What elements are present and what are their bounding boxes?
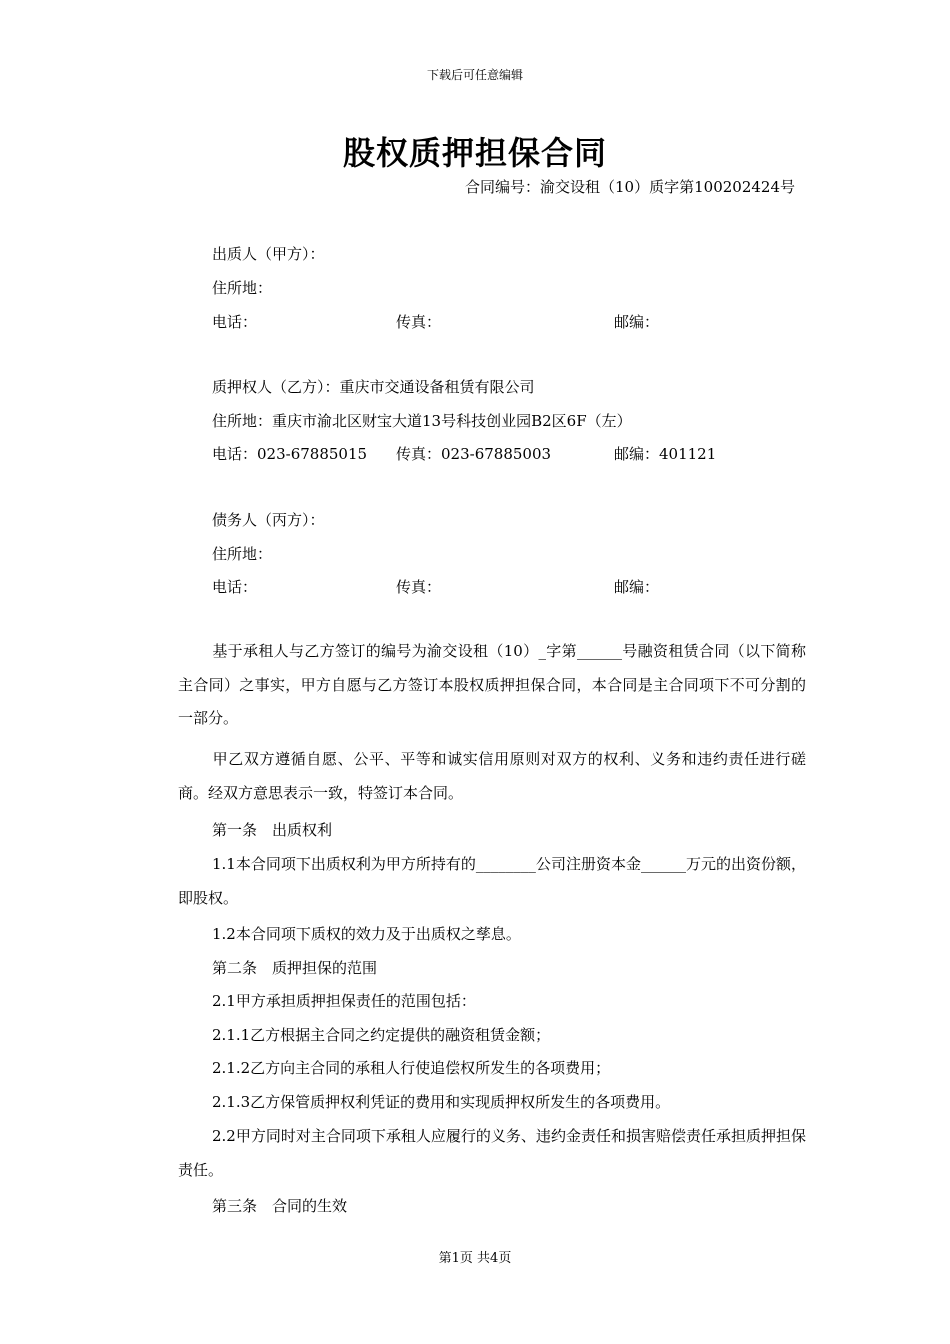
article-2-heading: 第二条 质押担保的范围 <box>212 959 378 977</box>
contract-number: 合同编号：渝交设租（10）质字第100202424号 <box>465 178 795 196</box>
body-paragraph-1: 基于承租人与乙方签订的编号为渝交设租（10）_字第______号融资租赁合同（以下简称主合同）之事实，甲方自愿与乙方签订本股权质押担保合同，本合同是主合同项下不可分割的一部分。 <box>178 642 806 727</box>
document-title: 股权质押担保合同 <box>342 134 607 172</box>
clause-2-2: 2.2甲方同时对主合同项下承租人应履行的义务、违约金责任和损害赔偿责任承担质押担保责任。 <box>178 1127 806 1179</box>
pledgee-phone: 电话：023-67885015 <box>212 445 368 463</box>
clause-2-1: 2.1甲方承担质押担保责任的范围包括： <box>212 992 476 1010</box>
debtor-contact-row <box>212 576 812 597</box>
pledgor-contact-row <box>212 311 812 332</box>
debtor-address: 住所地： <box>212 545 273 563</box>
pledgor-address: 住所地： <box>212 279 273 297</box>
pledgee-postcode: 邮编：401121 <box>614 445 717 463</box>
clause-1-2: 1.2本合同项下质权的效力及于出质权之孳息。 <box>212 925 521 943</box>
clause-2-1-2: 2.1.2乙方向主合同的承租人行使追偿权所发生的各项费用； <box>212 1059 611 1077</box>
pledgor-phone: 电话： <box>212 313 258 331</box>
article-3-heading: 第三条 合同的生效 <box>212 1197 348 1215</box>
debtor-phone: 电话： <box>212 578 258 596</box>
clause-1-1: 1.1本合同项下出质权利为甲方所持有的________公司注册资本金______万元的出资份额，即股权。 <box>178 855 806 907</box>
clause-2-1-1: 2.1.1乙方根据主合同之约定提供的融资租赁金额； <box>212 1026 551 1044</box>
pledgee-name: 质押权人（乙方）：重庆市交通设备租赁有限公司 <box>212 378 535 396</box>
debtor-name: 债务人（丙方）： <box>212 511 325 529</box>
page-footer: 第1页 共4页 <box>438 1251 512 1266</box>
body-paragraph-2: 甲乙双方遵循自愿、公平、平等和诚实信用原则对双方的权利、义务和违约责任进行磋商。经双方意思表示一致，特签订本合同。 <box>178 750 806 802</box>
clause-2-1-3: 2.1.3乙方保管质押权利凭证的费用和实现质押权所发生的各项费用。 <box>212 1093 671 1111</box>
pledgee-contact-row <box>212 443 812 464</box>
pledgor-name: 出质人（甲方）： <box>212 245 325 263</box>
pledgor-fax: 传真： <box>396 313 442 331</box>
pledgor-postcode: 邮编： <box>614 313 660 331</box>
pledgee-fax: 传真：023-67885003 <box>396 445 552 463</box>
article-1-heading: 第一条 出质权利 <box>212 821 333 839</box>
pledgee-address: 住所地：重庆市渝北区财宝大道13号科技创业园B2区6F（左） <box>212 412 632 430</box>
debtor-postcode: 邮编： <box>614 578 660 596</box>
header-note: 下载后可任意编辑 <box>426 68 523 82</box>
debtor-fax: 传真： <box>396 578 442 596</box>
